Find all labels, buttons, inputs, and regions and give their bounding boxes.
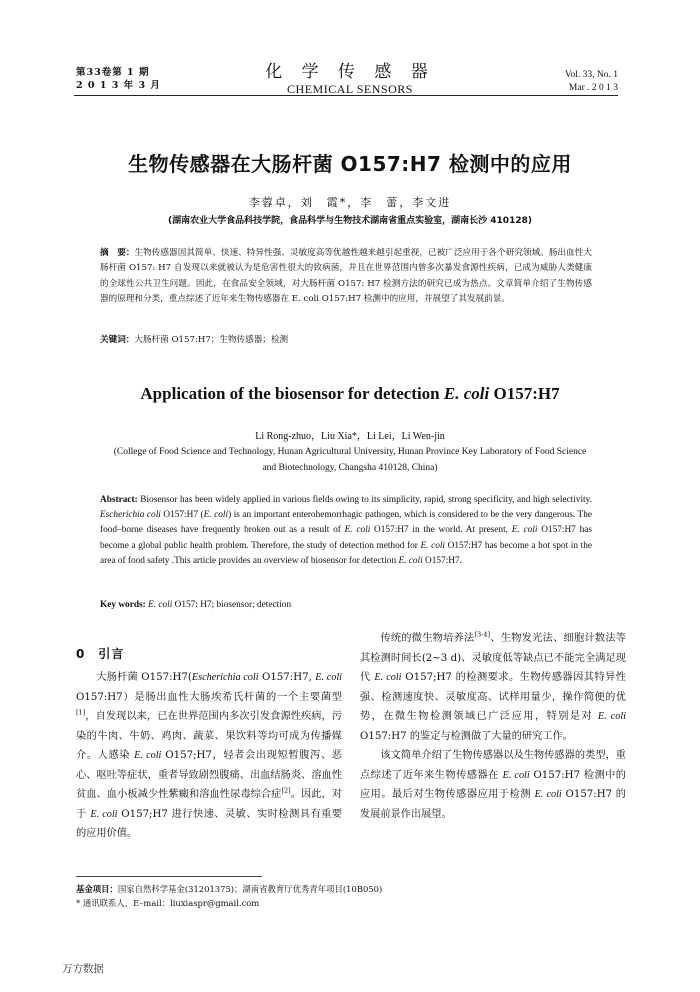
abstract-en-italic: E. coli xyxy=(344,525,371,536)
journal-name-en: CHEMICAL SENSORS xyxy=(287,82,413,96)
affiliation-cn: (湖南农业大学食品科技学院，食品科学与生物技术湖南省重点实验室，湖南长沙 410128) xyxy=(168,216,532,226)
citation-ref[interactable]: [3-4] xyxy=(474,630,491,639)
paragraph-intro-2 xyxy=(360,629,626,746)
keywords-cn-label: 关键词： xyxy=(100,335,135,345)
abstract-en-italic: E. coli xyxy=(398,555,423,566)
volume-cn: 第33卷第 1 期 xyxy=(76,67,150,78)
body-italic: E. coli xyxy=(315,672,343,683)
body-text: O157:H7）是肠出血性大肠埃希氏杆菌的一个主要菌型 xyxy=(76,691,342,703)
abstract-en-italic: E. coli xyxy=(420,540,446,551)
title-en-italic: E. coli xyxy=(443,384,490,403)
body-text: O157;H7 的检测要求。生物传感器因其特异性强、检测速度快、灵敏度高、试样用量少，操作简便的优势，在微生物检测领域已广泛应用，特别是对 xyxy=(360,672,626,722)
funding-note xyxy=(76,882,382,896)
abstract-cn-text: 生物传感器因其简单、快速、特异性强、灵敏度高等优越性越来越引起重视，已被广泛应用于各个研究领域。肠出血性大肠杆菌 O157: H7 自发现以来就被认为是危害性很大的致病菌，并且在世界范围内曾多次暴发食源性疾病，已成为威胁人类健康的全球性公共卫生问题。因此，在食品安全领域，对大肠杆菌 O157: H7 检测方法的研究已成为热点。文章简单介绍了生物传感器的原理和分类，重点综述了近年来生物传感器在 E. coli O157:H7 检测中的应用，并展望了其发展前景。 xyxy=(100,248,592,305)
body-text: O157;H7，轻者会出现短暂腹泻、恶心、呕吐等症状，重者导致剧烈腹痛、出血结肠炎、溶血性贫血、血小板减少性紫癜和溶血性尿毒综合症 xyxy=(76,750,342,800)
abstract-en-text: O157:H7 has become a hot spot in the area of food safety .This article provides an overview of biosensor for detection xyxy=(100,540,592,566)
body-text: O157:H7 的鉴定与检测做了大量的研究工作。 xyxy=(360,730,573,742)
abstract-en-text: O157:H7 has become a global public health problem. Therefore, the study of detection method for xyxy=(100,525,592,551)
abstract-en-text: O157:H7 in the world. At present, xyxy=(370,525,512,536)
body-column-left xyxy=(76,668,342,844)
paper-title-en xyxy=(0,384,700,404)
body-text: 。因此，对于 xyxy=(76,789,343,820)
body-text: O157:H7 的发展前景作出展望。 xyxy=(360,789,626,820)
body-text: 大肠杆菌 O157:H7( xyxy=(96,672,192,683)
body-italic: E. coli xyxy=(534,789,562,800)
paragraph-intro-3 xyxy=(360,746,626,824)
date-en: Mar . 2 0 1 3 xyxy=(568,83,618,93)
journal-issue-cn xyxy=(76,66,161,92)
title-en-part: O157:H7 xyxy=(489,384,560,403)
wanfang-watermark: 万方数据 xyxy=(62,963,104,975)
affiliation-en: (College of Food Science and Technology, Hunan Agricultural University, Hunan Province Key Laboratory of Food Science and Biotechnology, Changsha 410128, China) xyxy=(113,447,587,473)
section-heading-introduction: 0 引言 xyxy=(76,647,125,661)
body-italic: E. coli xyxy=(597,711,626,722)
body-italic: E. coli xyxy=(90,808,118,820)
body-italic: E. coli xyxy=(134,750,162,761)
abstract-en-italic: E. coli xyxy=(203,510,229,521)
journal-name xyxy=(250,62,450,96)
body-italic: Escherichia coli xyxy=(191,672,259,683)
footnotes xyxy=(76,882,382,910)
funding-text: 国家自然科学基金(31201375)；湖南省教育厅优秀青年项目(10B050) xyxy=(117,884,383,894)
body-text: 、生物发光法、细胞计数法等其检测时间长(2~3 d)、灵敏度低等缺点已不能完全满足现代 xyxy=(360,633,627,683)
keywords-en xyxy=(100,598,592,613)
abstract-en-text: O157:H7 ( xyxy=(160,510,204,521)
journal-issue-en xyxy=(565,69,618,95)
paragraph-intro-1 xyxy=(76,668,342,844)
body-text: ，自发现以来，已在世界范围内多次引发食源性疾病，污染的牛肉、牛奶、鸡肉、蔬菜、果饮料等均可成为传播媒介。人感染 xyxy=(76,711,342,761)
keywords-en-italic: E. coli xyxy=(148,600,173,610)
body-text: O157;H7 进行快速、灵敏、实时检测具有重要的应用价值。 xyxy=(76,808,342,839)
abstract-en xyxy=(100,493,592,569)
paper-title-cn: 生物传感器在大肠杆菌 O157:H7 检测中的应用 xyxy=(128,152,572,176)
keywords-en-text: O157: H7; biosensor; detection xyxy=(172,600,292,610)
title-en-part: Application of the biosensor for detection xyxy=(140,384,444,403)
citation-ref[interactable]: [2] xyxy=(281,786,291,795)
header-divider xyxy=(74,95,618,96)
journal-name-cn: 化 学 传 感 器 xyxy=(265,62,435,82)
citation-ref[interactable]: [1] xyxy=(76,708,86,717)
abstract-cn-label: 摘 要： xyxy=(100,248,135,258)
body-text: O157:H7 检测中的应用。最后对生物传感器应用于检测 xyxy=(360,769,626,800)
keywords-cn xyxy=(100,333,592,348)
keywords-en-label: Key words: xyxy=(100,600,146,610)
abstract-en-label: Abstract: xyxy=(100,495,138,505)
body-column-right xyxy=(360,629,626,824)
authors-en: Li Rong-zhuo，Liu Xia*，Li Lei，Li Wen-jin xyxy=(255,431,445,442)
abstract-en-italic: E. coli xyxy=(511,525,538,536)
keywords-cn-text: 大肠杆菌 O157:H7；生物传感器；检测 xyxy=(134,335,289,345)
abstract-en-italic: Escherichia coli xyxy=(100,510,161,521)
funding-label: 基金项目： xyxy=(76,884,118,894)
body-italic: E. coli xyxy=(374,672,402,683)
body-text: 该文简单介绍了生物传感器以及生物传感器的类型，重点综述了近年来生物传感器在 xyxy=(360,750,626,781)
abstract-cn xyxy=(100,246,592,308)
footnote-divider xyxy=(76,876,262,877)
abstract-en-text: ) is an important enterohemorrhagic pathogen, which is considered to be the very dangerous. The food–borne diseases have frequently broken out as a result of xyxy=(100,510,593,536)
date-cn: 2 0 1 3 年 3 月 xyxy=(76,80,161,91)
abstract-en-text: Biosensor has been widely applied in various fields owing to its simplicity, rapid, strong specificity, and high selectivity. xyxy=(137,495,592,505)
body-text: 传统的微生物培养法 xyxy=(380,633,475,644)
contact-note: * 通讯联系人，E–mail：liuxiaspr@gmail.com xyxy=(76,898,260,908)
authors-cn: 李蓉卓，刘 霞*，李 蕾，李文进 xyxy=(248,196,452,209)
abstract-en-text: O157:H7. xyxy=(422,555,462,566)
body-text: O157:H7, xyxy=(258,672,316,683)
body-italic: E. coli xyxy=(502,769,530,781)
volume-en: Vol. 33, No. 1 xyxy=(564,70,618,80)
